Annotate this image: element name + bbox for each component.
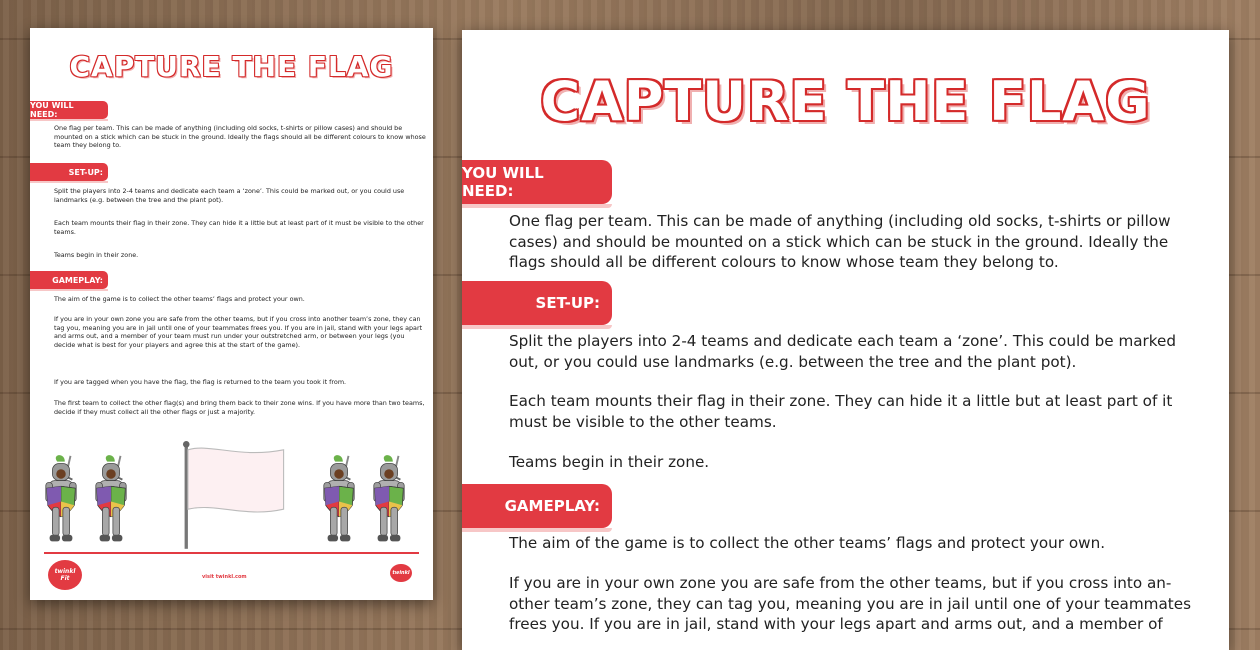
twinkl-logo: twinkl [390, 564, 412, 582]
thumbnail-paragraph: If you are in your own zone you are safe from the other teams, but if you cross into another team’s zone, they can tag you, meaning you are in jail until one of your teammates frees you. If you are in jail, stand with your legs apart and arms out, and a member of your team must run under your outstretched arm, or between your legs (you decide what is best for your players and agree this at the start of the game). [54, 315, 423, 349]
thumbnail-paragraph: The aim of the game is to collect the other teams’ flags and protect your own. [54, 295, 305, 303]
thumbnail-paragraph: Teams begin in their zone. [54, 251, 139, 259]
knight-icon [370, 454, 408, 549]
footer-divider [44, 552, 419, 554]
thumbnail-heading-set-up: SET-UP: [30, 163, 108, 181]
flag-icon [178, 440, 288, 552]
twinkl-fit-logo [48, 560, 82, 590]
section-paragraph: Split the players into 2-4 teams and dedicate each team a ‘zone’. This could be marked out, or you could use landmarks (e.g. between the tree and the plant pot). [509, 332, 1177, 371]
section-paragraph: The aim of the game is to collect the other teams’ flags and protect your own. [509, 534, 1106, 552]
thumbnail-heading-you-will-need: YOU WILL NEED: [30, 101, 108, 119]
section-paragraph: One flag per team. This can be made of anything (including old socks, t-shirts or pillow cases) and should be mounted on a stick which can be stuck in the ground. Ideally the flags should all be different colours to know whose team they belong to. [509, 212, 1171, 271]
thumbnail-title: CAPTURE THE FLAG [69, 50, 394, 83]
knight-icon [92, 454, 130, 549]
section-heading-you-will-need: YOU WILL NEED: [462, 160, 612, 204]
section-heading-set-up: SET-UP: [462, 281, 612, 325]
knight-icon [320, 454, 358, 549]
section-heading-gameplay: GAMEPLAY: [462, 484, 612, 528]
logo-text-top: twinkl [54, 568, 76, 575]
thumbnail-paragraph: Split the players into 2-4 teams and dedicate each team a ‘zone’. This could be marked out, or you could use landmarks (e.g. between the tree and the plant pot). [54, 187, 405, 204]
section-paragraph: Teams begin in their zone. [509, 453, 710, 471]
logo-text-bottom: Fit [60, 575, 70, 582]
section-paragraph: If you are in your own zone you are safe from the other teams, but if you cross into an- other team’s zone, they can tag you, meaning you are in jail until one of your teammates frees you. If you are in jail, stand with your legs apart and arms out, and a member of [509, 574, 1191, 633]
thumbnail-worksheet [30, 28, 433, 600]
thumbnail-paragraph: The first team to collect the other flag(s) and bring them back to their zone wins. If you have more than two teams, decide if they must collect all the other flags or just a majority. [54, 399, 425, 416]
thumbnail-paragraph: One flag per team. This can be made of anything (including old socks, t-shirts or pillow cases) and should be mounted on a stick which can be stuck in the ground. Ideally the flags should all be different colours to know whose team they belong to. [54, 124, 426, 150]
thumbnail-paragraph: Each team mounts their flag in their zone. They can hide it a little but at least part of it must be visible to the other teams. [54, 219, 424, 236]
section-paragraph: Each team mounts their flag in their zone. They can hide it a little but at least part of it must be visible to the other teams. [509, 392, 1173, 431]
knight-icon [42, 454, 80, 549]
thumbnail-heading-gameplay: GAMEPLAY: [30, 271, 108, 289]
footer-url: visit twinkl.com [202, 574, 247, 580]
worksheet-title: CAPTURE THE FLAG [540, 70, 1151, 133]
thumbnail-paragraph: If you are tagged when you have the flag, the flag is returned to the team you took it from. [54, 378, 347, 386]
worksheet-detail [462, 30, 1229, 650]
